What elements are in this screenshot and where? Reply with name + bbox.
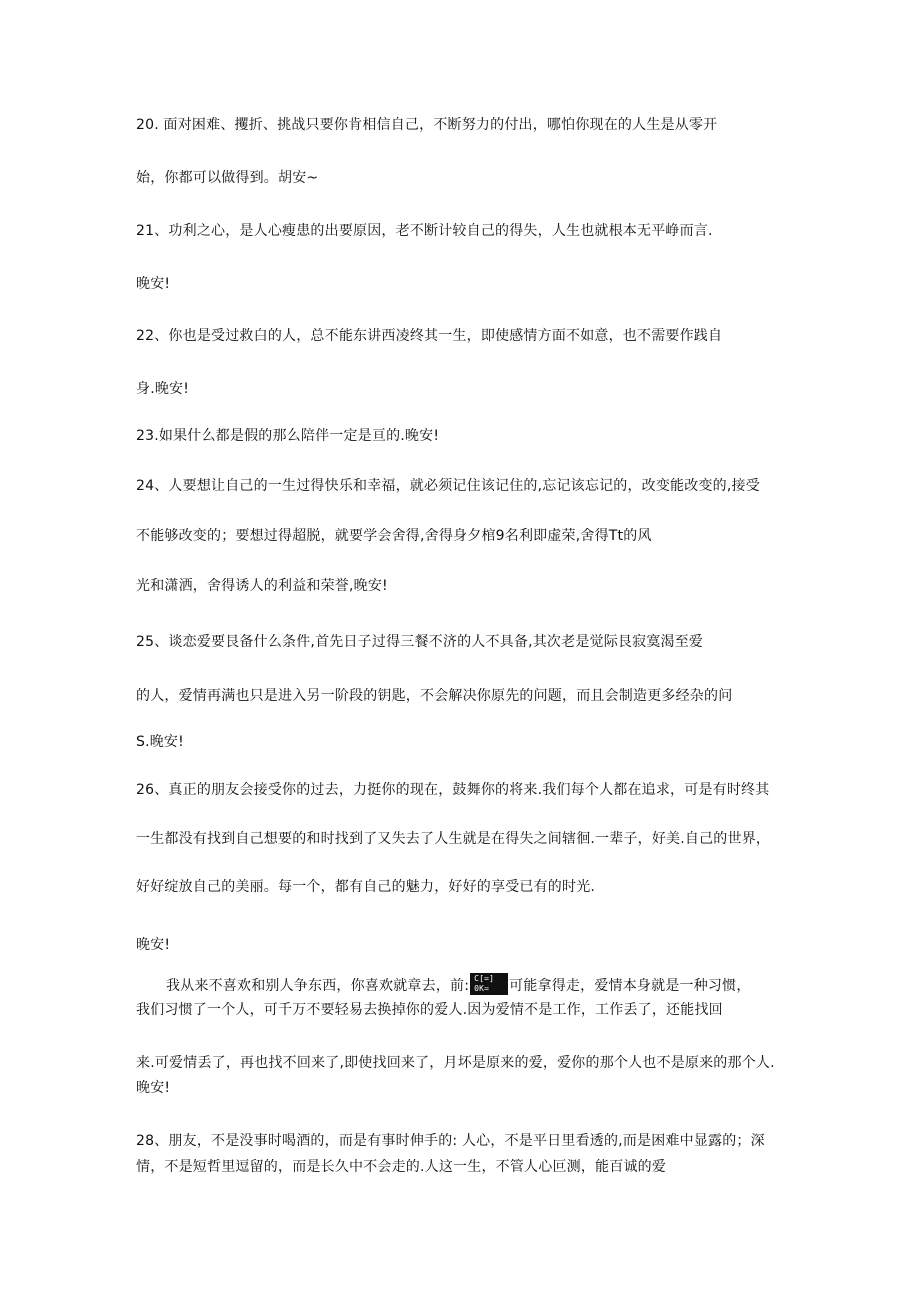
- text-line: 24、人要想让自己的一生过得快乐和幸福，就必须记住该记住的,忘记该忘记的，改变能改变的,接受: [136, 478, 760, 494]
- text-line: 的人，爱情再满也只是进入另一阶段的钥匙，不会解决你原先的问题，而且会制造更多经杂的问: [136, 688, 733, 704]
- text-segment: 我从来不喜欢和别人争东西，你喜欢就章去，前:: [166, 978, 470, 994]
- text-segment: 可能拿得走，爱情本身就是一种习惯，: [509, 978, 751, 994]
- text-line: 我们习惯了一个人，可千万不要轻易去换掉你的爱人.因为爱情不是工作，工作丢了，还能找回: [136, 1002, 723, 1018]
- text-line: 晚安!: [136, 276, 171, 292]
- text-line: 晚安!: [136, 1080, 171, 1096]
- text-line: 来.可爱情丢了，再也找不回来了,即使找回来了，月坏是原来的爱，爱你的那个人也不是原来的那个人.: [136, 1055, 775, 1071]
- text-line: 21、功利之心，是人心瘦患的出要原因，老不断计较自己的得失，人生也就根本无平峥而言.: [136, 223, 713, 239]
- paragraph-27-first-line: [166, 973, 751, 996]
- stamp-text-top: C[=]: [474, 974, 495, 983]
- text-line: 情，不是短哲里逗留的，而是长久中不会走的.人这一生，不管人心叵测，能百诚的爱: [136, 1159, 667, 1175]
- text-line: 26、真正的朋友会接受你的过去，力挺你的现在，鼓舞你的将来.我们每个人都在追求，可是有时终其: [136, 782, 770, 798]
- text-line: 20. 面对困难、攫折、挑战只要你肯相信自己，不断努力的付出，哪怕你现在的人生是从零开: [136, 117, 718, 133]
- text-line: 好好绽放自己的美丽。每一个，都有自己的魅力，好好的享受已有的时光.: [136, 879, 596, 895]
- text-line: 身.晚安!: [136, 381, 190, 397]
- text-line: S.晚安!: [136, 734, 184, 750]
- stamp-text-bottom: 0K=: [474, 984, 490, 993]
- text-line: 光和潇洒，舍得诱人的利益和荣誉,晚安!: [136, 578, 388, 594]
- text-line: 25、谈恋爱要艮备什么条件,首先日子过得三餐不济的人不具备,其次老是觉际艮寂寞渴至爱: [136, 634, 704, 650]
- text-line: 不能够改变的；要想过得超脱，就要学会舍得,舍得身夕棺9名利即虚荣,舍得Tt的风: [136, 528, 652, 544]
- text-line: 一生都没有找到自己想要的和时找到了又失去了人生就是在得失之间辖徊.一辈子，好美.自己的世界，: [136, 831, 771, 847]
- text-line: 28、朋友，不是没事时喝酒的，而是有事时伸手的: 人心，不是平日里看透的,而是困难中显露的；深: [136, 1133, 765, 1149]
- text-line: 22、你也是受过救白的人，总不能东讲西凌终其一生，即使感情方面不如意，也不需要作践自: [136, 328, 723, 344]
- stamp-glyph-box: [470, 973, 508, 995]
- text-line: 23.如果什么都是假的那么陪伴一定是亘的.晚安!: [136, 428, 440, 444]
- text-line: 晚安!: [136, 937, 171, 953]
- text-line: 始，你都可以做得到。胡安~: [136, 170, 319, 186]
